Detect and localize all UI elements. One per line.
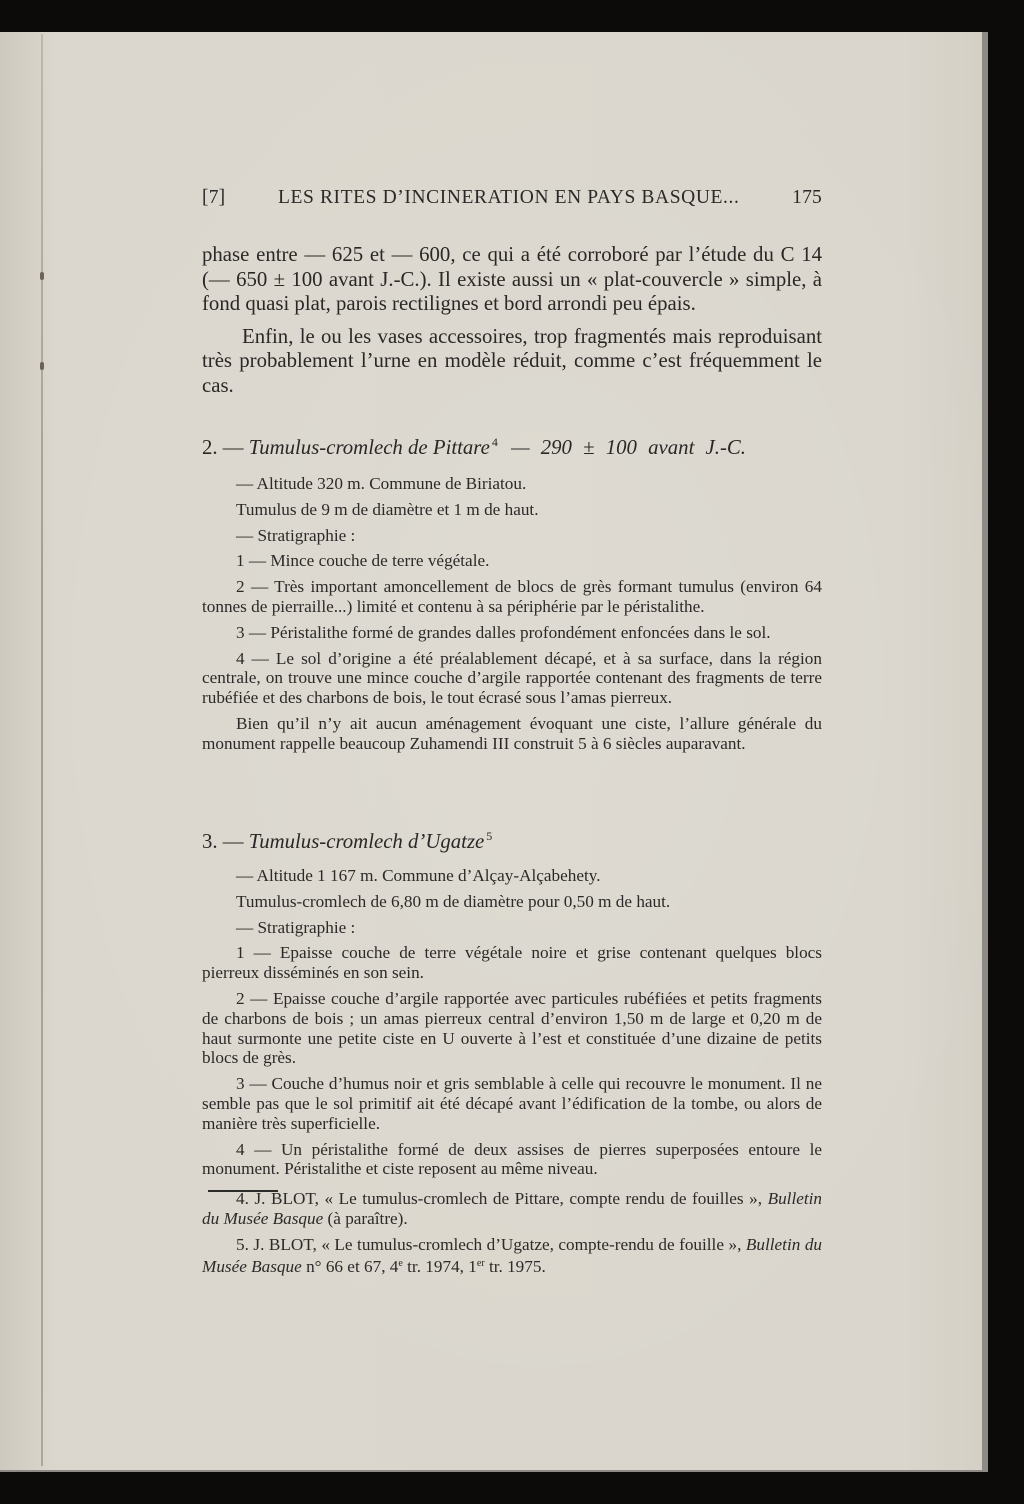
altitude-line: — Altitude 1 167 m. Commune d’Alçay-Alçabehety. <box>236 866 601 885</box>
stratigraphy-label: — Stratigraphie : <box>236 525 356 545</box>
footnote-author: J. BLOT, <box>253 1234 317 1254</box>
section-number: 3. — <box>202 830 244 853</box>
stratigraphy-layer: 1 — Epaisse couche de terre végétale noire et grise contenant quelques blocs pierreux disséminés en son sein. <box>202 943 822 983</box>
running-title: LES RITES D’INCINERATION EN PAYS BASQUE... <box>278 187 740 208</box>
ordinal-superscript: er <box>476 1258 485 1270</box>
altitude-line: — Altitude 320 m. Commune de Biriatou. <box>236 474 527 493</box>
dimensions-line: Tumulus-cromlech de 6,80 m de diamètre pour 0,50 m de haut. <box>236 891 671 911</box>
footnote-number: 4. <box>236 1189 249 1208</box>
stratigraphy-layer: 2 — Très important amoncellement de blocs de grès formant tumulus (environ 64 tonnes de pierraille...) limité et contenu à sa périphérie par le péristalithe. <box>202 577 822 616</box>
footnote-journal: Bulletin du Musée Basque <box>202 1189 822 1228</box>
remark-paragraph: Bien qu’il n’y ait aucun aménagement évoquant une ciste, l’allure générale du monument rappelle beaucoup Zuhamendi III construit 5 à 6 siècles auparavant. <box>202 713 822 753</box>
footnote-number: 5. <box>236 1234 249 1254</box>
running-head <box>202 187 822 217</box>
footnote-detail: (à paraître). <box>327 1208 408 1228</box>
page-number: 175 <box>792 187 822 208</box>
footnote-detail: tr. 1975. <box>484 1257 546 1277</box>
section-heading <box>202 435 822 460</box>
paragraph: phase entre — 625 et — 600, ce qui a été corroboré par l’étude du C 14 (— 650 ± 100 avant J.-C.). Il existe aussi un « plat-couvercle » simple, à fond quasi plat, parois rectilignes et bord arrondi peu épais. <box>202 243 822 316</box>
footnote-detail: tr. 1974, 1 <box>402 1257 477 1277</box>
stratigraphy-layer: 2 — Epaisse couche d’argile rapportée avec particules rubéfiées et petits fragments de charbons de bois ; un amas pierreux central d’environ 1,50 m de large et 0,20 m de haut surmonte une petite ciste en U ouverte à l’est et constituée d’une dizaine de petits blocs de grès. <box>202 988 822 1068</box>
section-heading <box>202 829 822 854</box>
section-2-heading-block <box>202 435 822 460</box>
stratigraphy-label: — Stratigraphie : <box>236 917 356 937</box>
footnote-title: « Le tumulus-cromlech d’Ugatze, compte-rendu de fouille », <box>321 1234 742 1254</box>
spine-fold <box>41 34 43 1466</box>
stratigraphy-layer: 1 — Mince couche de terre végétale. <box>236 551 490 571</box>
stratigraphy-layer: 4 — Le sol d’origine a été préalablement décapé, et à sa surface, dans la région centrale, on trouve une mince couche d’argile rapportée contenant des fragments de terre rubéfiée et des charbons de bois, le tout écrasé sous l’amas pierreux. <box>202 648 822 708</box>
footnote-5 <box>202 1235 822 1278</box>
footnote-ref[interactable]: 4 <box>491 435 498 449</box>
dimensions-line: Tumulus de 9 m de diamètre et 1 m de haut. <box>236 499 539 519</box>
section-title: Tumulus-cromlech d’Ugatze <box>248 830 485 853</box>
stratigraphy-layer: 3 — Péristalithe formé de grandes dalles profondément enfoncées dans le sol. <box>236 622 771 642</box>
section-3-heading-block <box>202 829 822 854</box>
footnote-journal: Bulletin du Musée Basque <box>202 1234 823 1277</box>
binding-mark <box>40 362 44 370</box>
stratigraphy-layer: 4 — Un péristalithe formé de deux assises de pierres superposées entoure le monument. Péristalithe et ciste reposent au même niveau. <box>202 1139 822 1179</box>
facing-page-edge <box>0 32 41 1470</box>
binding-mark <box>40 272 44 280</box>
section-number: 2. — <box>202 436 244 459</box>
chapter-marker: [7] <box>202 187 226 208</box>
ordinal-superscript: e <box>398 1258 403 1270</box>
footnotes <box>202 1189 822 1277</box>
stratigraphy-layer: 3 — Couche d’humus noir et gris semblable à celle qui recouvre le monument. Il ne semble pas que le sol primitif ait été décapé avant l’édification de la tombe, ou alors de manière très superficielle. <box>202 1074 822 1133</box>
footnote-ref[interactable]: 5 <box>486 829 493 843</box>
paragraph: Enfin, le ou les vases accessoires, trop fragmentés mais reproduisant très probablement l’urne en modèle réduit, comme c’est fréquemment le cas. <box>202 324 822 397</box>
section-date: — 290 ± 100 avant J.-C. <box>511 436 746 459</box>
footnote-detail: n° 66 et 67, 4 <box>306 1257 399 1277</box>
section-title: Tumulus-cromlech de Pittare <box>248 436 490 459</box>
footnote-title: « Le tumulus-cromlech de Pittare, compte rendu de fouilles », <box>324 1189 763 1208</box>
footnote-4 <box>202 1189 822 1229</box>
section-2-body <box>202 474 822 754</box>
footnote-author: J. BLOT, <box>254 1189 319 1208</box>
section-3-body <box>202 866 822 1179</box>
intro-section <box>202 243 822 399</box>
